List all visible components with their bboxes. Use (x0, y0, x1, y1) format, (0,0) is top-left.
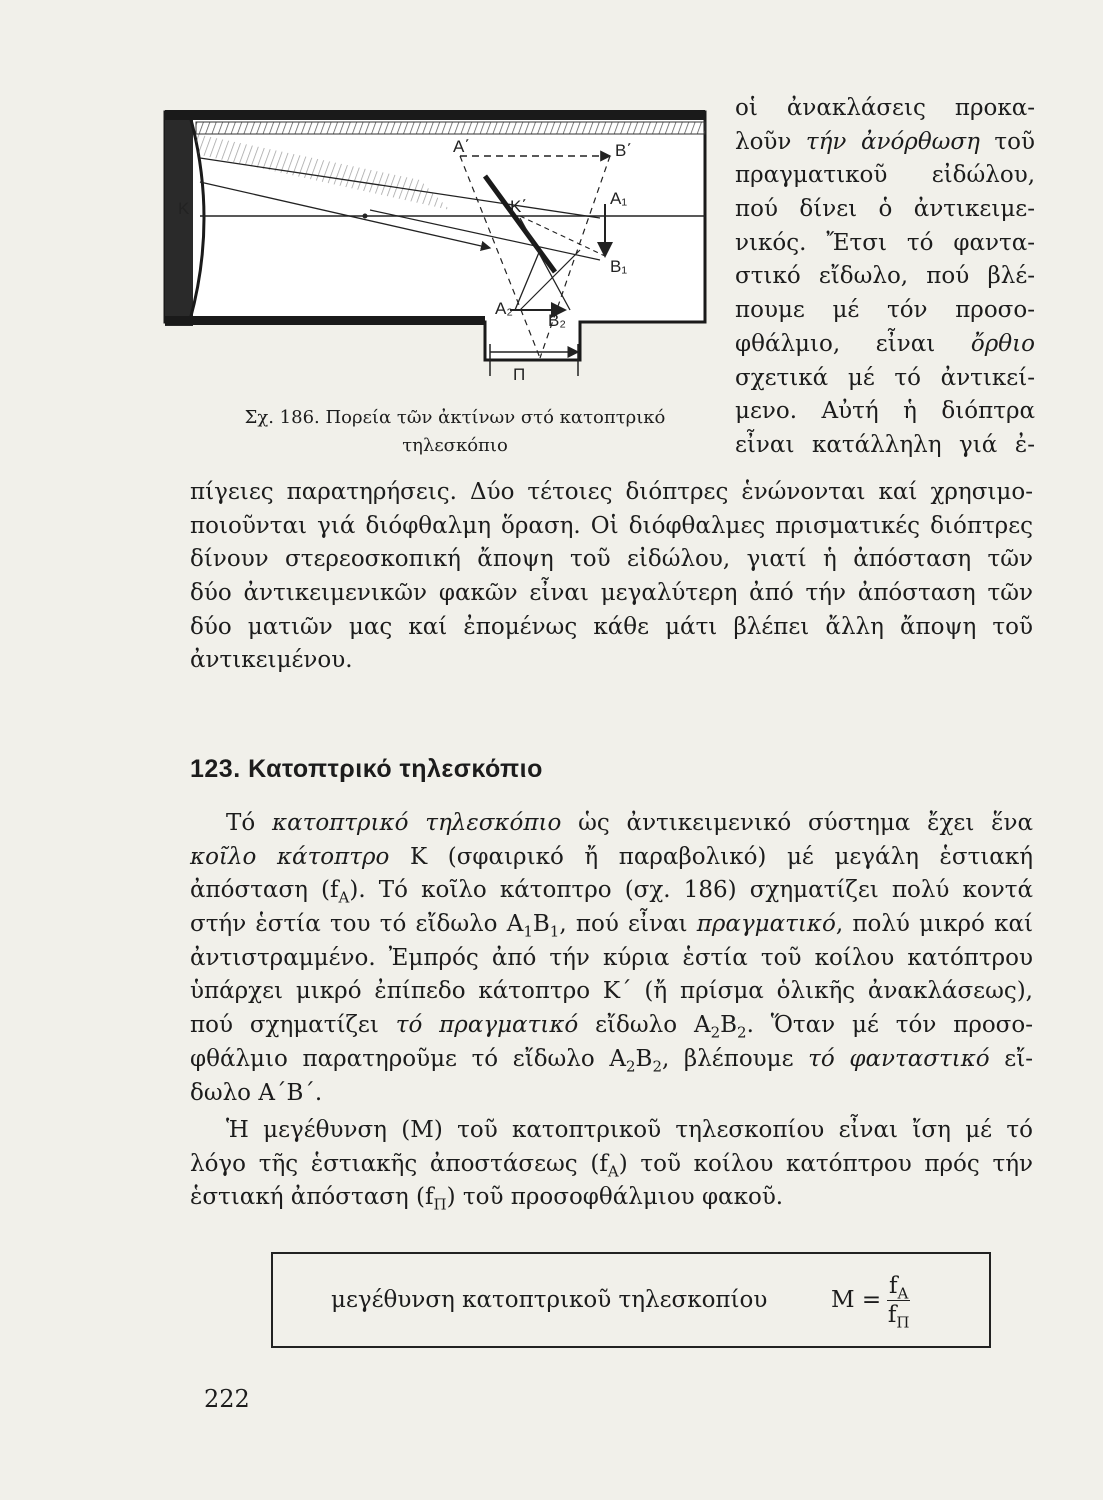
tube-left-wall (165, 112, 193, 326)
text-line: ἀντικειμένου. (190, 647, 353, 674)
side-line: πουμε μέ τόν προσο- (735, 297, 1035, 324)
side-line: νικός. Ἔτσι τό φαντα- (735, 229, 1035, 256)
section-title: Κατοπτρικό τηλεσκόπιο (248, 755, 543, 783)
side-line: σχετικά μέ τό ἀντικεί- (735, 364, 1035, 391)
text-line: ποιοῦνται γιά διόφθαλμη ὅραση. Οἱ διόφθαλμες πρισματικές διόπτρες (190, 512, 1033, 539)
label-a-prime: A΄ (453, 137, 470, 156)
magnification-formula-box (271, 1252, 991, 1348)
tube-bottom-wall (165, 316, 485, 325)
formula-symbol: M = (831, 1287, 882, 1313)
side-column (735, 92, 1035, 463)
side-line: πραγματικοῦ εἰδώλου, (735, 162, 1035, 189)
text-line: δωλο A΄B΄. (190, 1079, 323, 1106)
text-line: πού σχηματίζει τό πραγματικό εἴδωλο $A_2B_2$. Ὅταν μέ τόν προσο- (190, 1012, 1034, 1042)
label-b2: B₂ (548, 311, 566, 330)
text-line: Ἡ μεγέθυνση (M) τοῦ κατοπτρικοῦ τηλεσκοπίου εἶναι ἴση μέ τό (226, 1117, 1033, 1143)
formula-fraction (887, 1272, 910, 1332)
text-line: Τό κατοπτρικό τηλεσκόπιο ὡς ἀντικειμενικό σύστημα ἔχει ἕνα (226, 810, 1033, 836)
text-line: φθάλμιο παρατηροῦμε τό εἴδωλο $A_2B_2$, βλέπουμε τό φανταστικό εἴ- (190, 1045, 1033, 1076)
text-line: δίνουν στερεοσκοπική ἄποψη τοῦ εἰδώλου, γιατί ἡ ἀπόσταση τῶν (190, 546, 1033, 573)
text-line: δύο ματιῶν μας καί ἐπομένως κάθε μάτι βλέπει ἄλλη ἄποψη τοῦ (190, 613, 1033, 640)
text-line: ἀντιστραμμένο. Ἐμπρός ἀπό τήν κύρια ἑστία τοῦ κοίλου κατόπτρου (190, 944, 1033, 971)
text-line: στήν ἑστία του τό εἴδωλο $A_1B_1$, πού εἶναι πραγματικό, πολύ μικρό καί (190, 911, 1033, 941)
label-b-prime: B΄ (615, 141, 632, 160)
focus-point (363, 214, 368, 219)
side-line: μενο. Αὐτή ἡ διόπτρα (735, 398, 1035, 425)
text-line: λόγο τῆς ἑστιακῆς ἀποστάσεως $(f_A)$ τοῦ κοίλου κατόπτρου πρός τήν (190, 1150, 1033, 1181)
side-italic: τήν ἀνόρθωση (805, 128, 980, 155)
text-line: ἀπόσταση $(f_A)$. Τό κοῖλο κάτοπτρο (σχ. 186) σχηματίζει πολύ κοντά (190, 877, 1033, 907)
paragraph-magnification (190, 1114, 1033, 1215)
text-line: πίγειες παρατηρήσεις. Δύο τέτοιες διόπτρες ἑνώνονται καί χρησιμο- (190, 479, 1033, 505)
figure-caption (185, 404, 725, 460)
page-number: 222 (204, 1385, 250, 1413)
side-line: φθάλμιο, εἶναι ὄρθιο (735, 330, 1035, 357)
section-heading (190, 755, 543, 784)
tube-top-wall (165, 110, 705, 120)
caption-line-2: τηλεσκόπιο (402, 435, 508, 456)
paragraph-reflecting-telescope (190, 807, 1033, 1110)
light-beam (196, 122, 705, 134)
label-b1: B₁ (610, 257, 628, 276)
caption-line-1: Σχ. 186. Πορεία τῶν ἀκτίνων στό κατοπτρικό (244, 407, 666, 428)
label-a2: A₂ (495, 299, 513, 318)
side-italic: ὄρθιο (970, 330, 1035, 357)
side-line: πού δίνει ὁ ἀντικειμε- (735, 196, 1035, 223)
paragraph-binoculars (190, 476, 1033, 678)
section-number: 123. (190, 755, 241, 783)
side-line: λοῦν τήν ἀνόρθωση τοῦ (735, 128, 1035, 155)
label-pi: Π (513, 365, 526, 384)
text-line: δύο ἀντικειμενικῶν φακῶν εἶναι μεγαλύτερη ἀπό τήν ἀπόσταση τῶν (190, 580, 1033, 607)
formula-denominator: $f_\Pi$ (887, 1301, 910, 1332)
formula-label: μεγέθυνση κατοπτρικοῦ τηλεσκοπίου (331, 1287, 768, 1313)
label-k: K (178, 199, 190, 218)
text-line: ἑστιακή ἀπόσταση $(f_\Pi)$ τοῦ προσοφθάλμιου φακοῦ. (190, 1184, 784, 1214)
text-line: κοῖλο κάτοπτρο Κ (σφαιρικό ἤ παραβολικό) μέ μεγάλη ἑστιακή (190, 843, 1033, 870)
telescope-figure (160, 100, 720, 400)
side-line: οἱ ἀνακλάσεις προκα- (735, 95, 1035, 121)
side-line: στικό εἴδωλο, πού βλέ- (735, 263, 1035, 290)
formula-numerator: $f_A$ (889, 1272, 909, 1303)
ray-diagram (160, 100, 720, 400)
label-a1: A₁ (610, 189, 628, 208)
side-line: εἶναι κατάλληλη γιά ἐ- (735, 431, 1035, 458)
label-k-prime: K΄ (510, 197, 527, 216)
text-line: ὑπάρχει μικρό ἐπίπεδο κάτοπτρο Κ΄ (ἤ πρίσμα ὁλικῆς ἀνακλάσεως), (190, 978, 1033, 1005)
